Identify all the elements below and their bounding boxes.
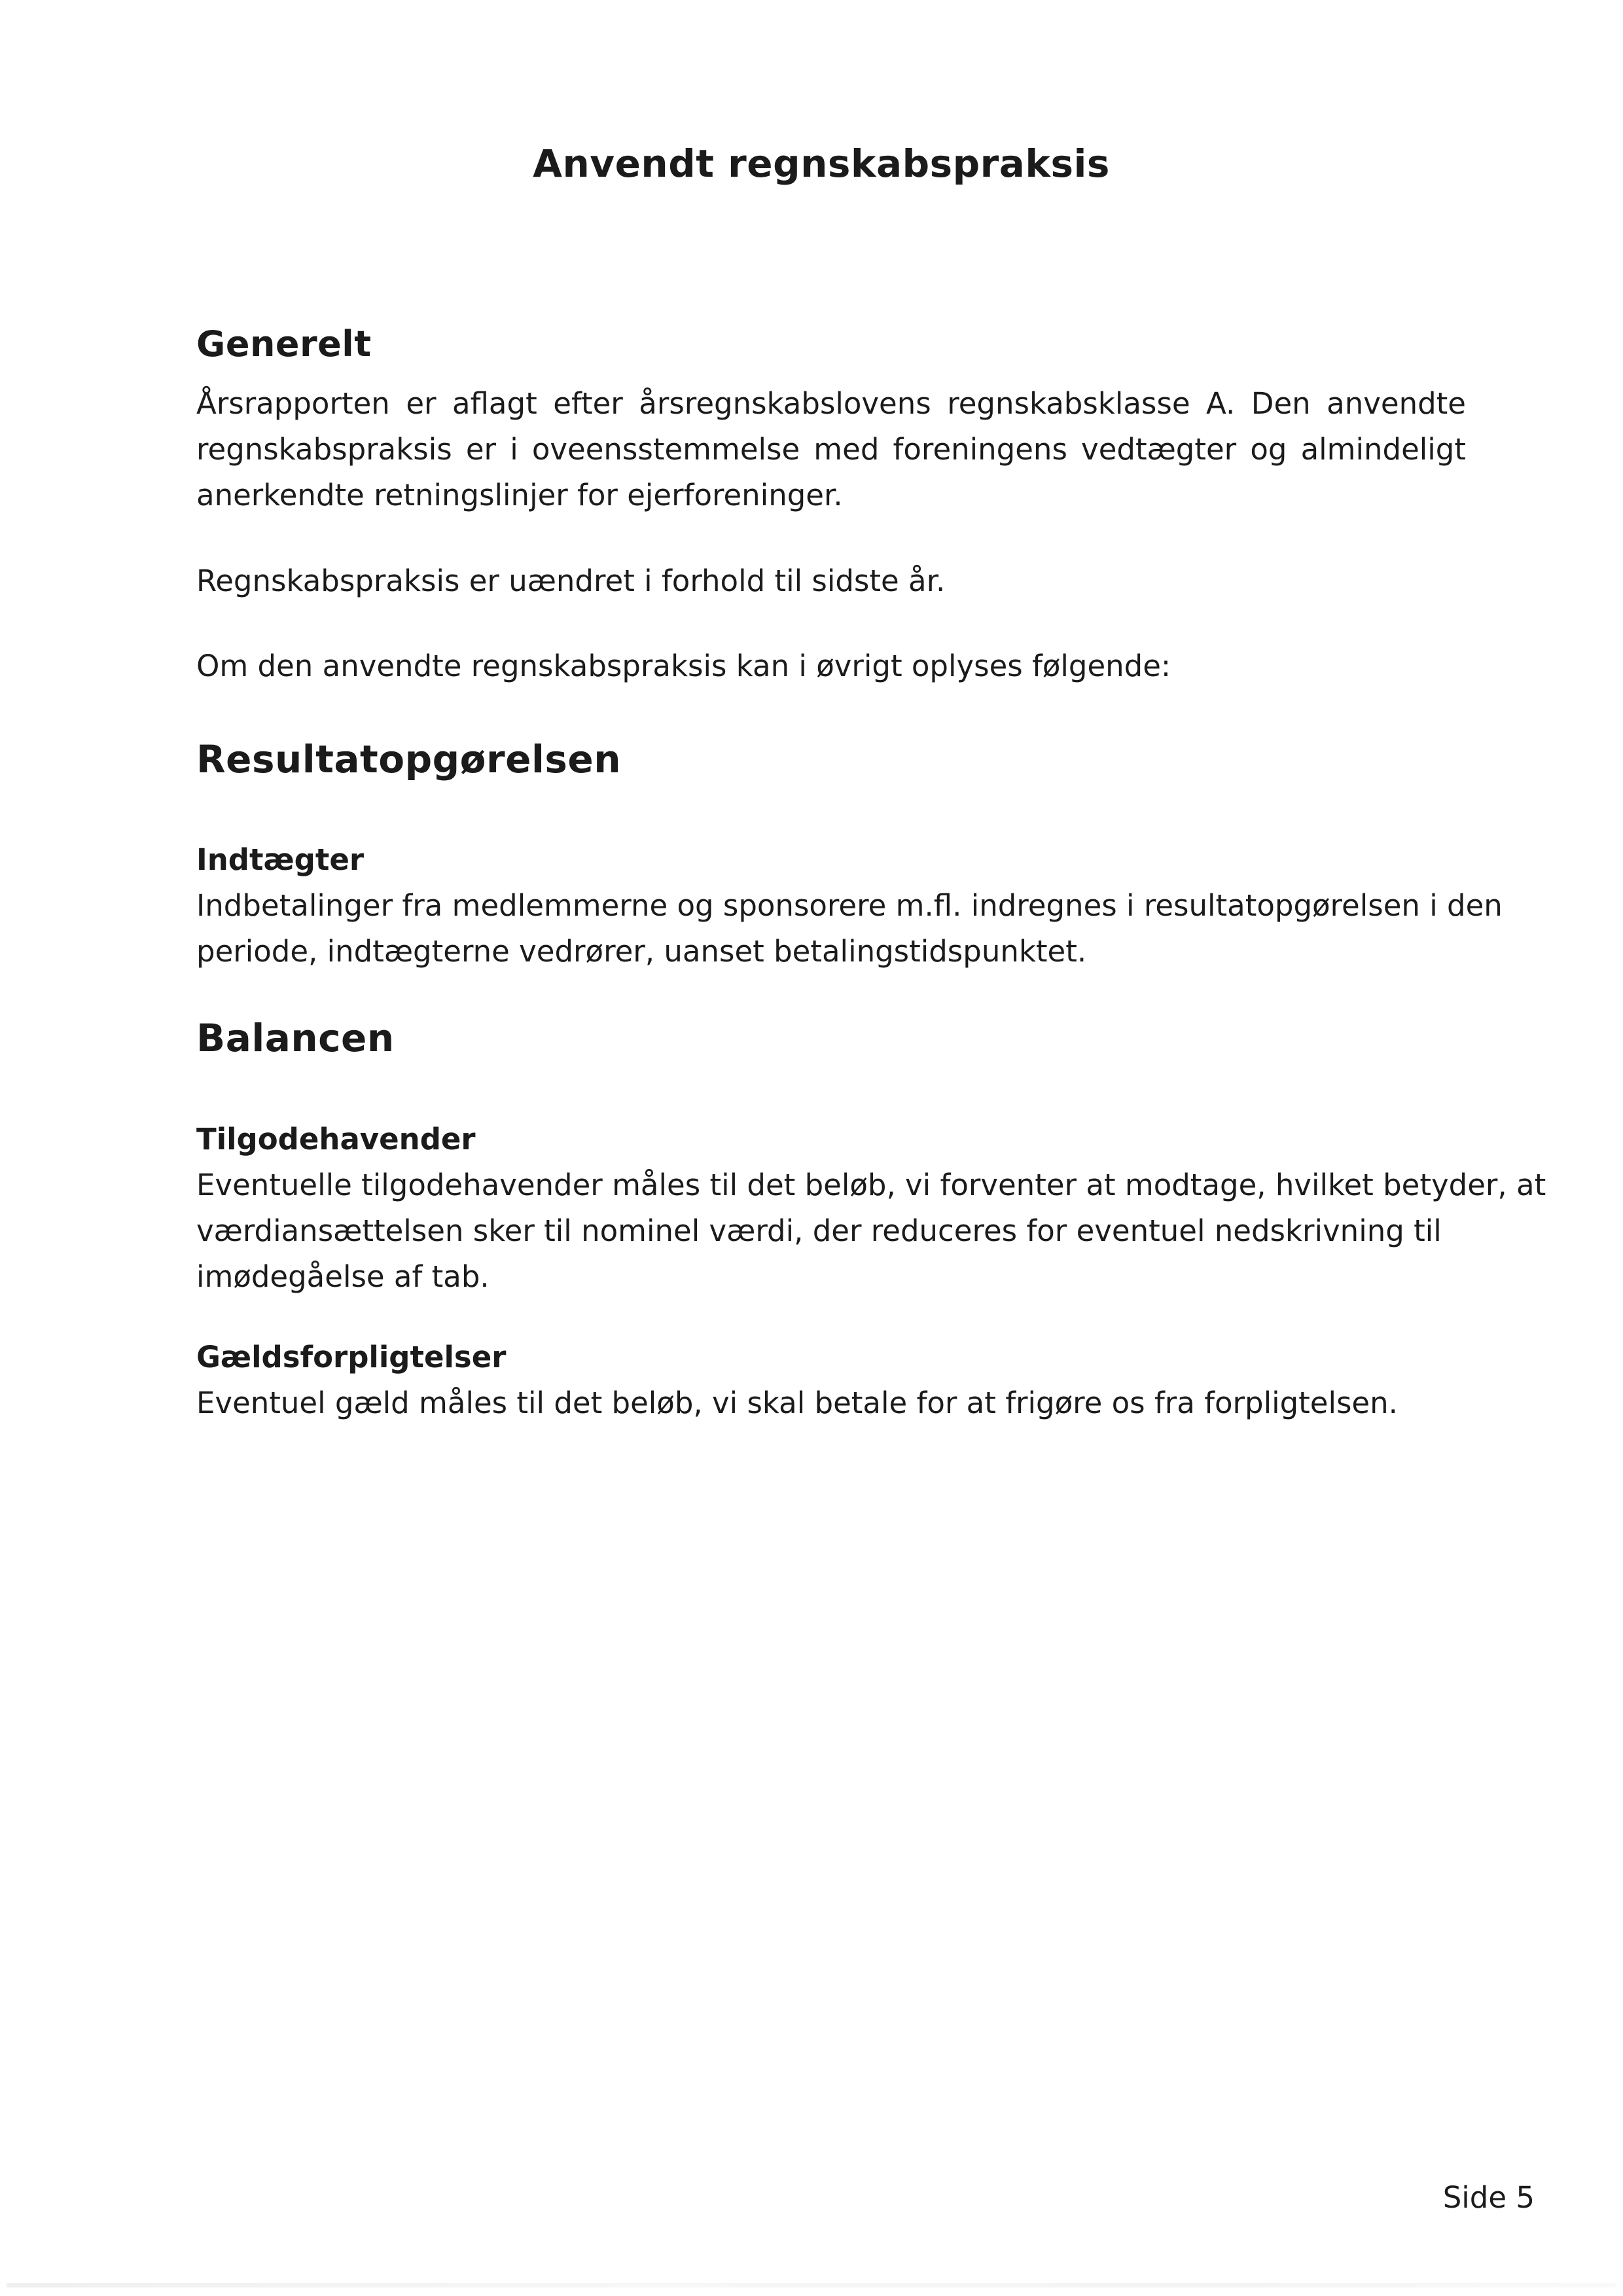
text-line: Årsrapporten er aflagt efter årsregnskabslovens regnskabsklasse A. Den anvendte [196, 386, 1466, 421]
subheading-tilgodehavender: Tilgodehavender [196, 1122, 476, 1157]
text-line: anerkendte retningslinjer for ejerforeninger. [196, 478, 843, 512]
document-title: Anvendt regnskabspraksis [533, 141, 1110, 186]
page-number: Side 5 [1442, 2180, 1535, 2215]
text-line: værdiansættelsen sker til nominel værdi, der reduceres for eventuel nedskrivning til [196, 1213, 1442, 1248]
scan-artifact-line [7, 2283, 1616, 2287]
text-line: Regnskabspraksis er uændret i forhold til sidste år. [196, 564, 946, 598]
text-line: Om den anvendte regnskabspraksis kan i øvrigt oplyses følgende: [196, 649, 1171, 683]
paragraph-tilgodehavender [196, 1162, 1546, 1300]
text-line: Eventuel gæld måles til det beløb, vi skal betale for at frigøre os fra forpligtelsen. [196, 1386, 1398, 1420]
text-line: regnskabspraksis er i oveensstemmelse med foreningens vedtægter og almindeligt [196, 432, 1466, 467]
subheading-indtaegter: Indtægter [196, 842, 365, 877]
subheading-gaeldsforpligtelser: Gældsforpligtelser [196, 1340, 507, 1374]
text-line: imødegåelse af tab. [196, 1259, 490, 1294]
text-line: Eventuelle tilgodehavender måles til det beløb, vi forventer at modtage, hvilket betyder, at [196, 1168, 1546, 1202]
section-heading-generelt: Generelt [196, 323, 372, 365]
text-line: Indbetalinger fra medlemmerne og sponsorere m.fl. indregnes i resultatopgørelsen i den [196, 888, 1503, 923]
section-heading-balancen: Balancen [196, 1016, 395, 1060]
text-line: periode, indtægterne vedrører, uanset betalingstidspunktet. [196, 934, 1087, 969]
paragraph-indtaegter [196, 883, 1503, 975]
paragraph-gaeldsforpligtelser [196, 1380, 1466, 1426]
paragraph-unchanged-practice [196, 558, 1466, 604]
paragraph-general-basis [196, 381, 1466, 518]
section-heading-resultatopgoerelsen: Resultatopgørelsen [196, 737, 621, 781]
paragraph-further-info [196, 643, 1466, 689]
